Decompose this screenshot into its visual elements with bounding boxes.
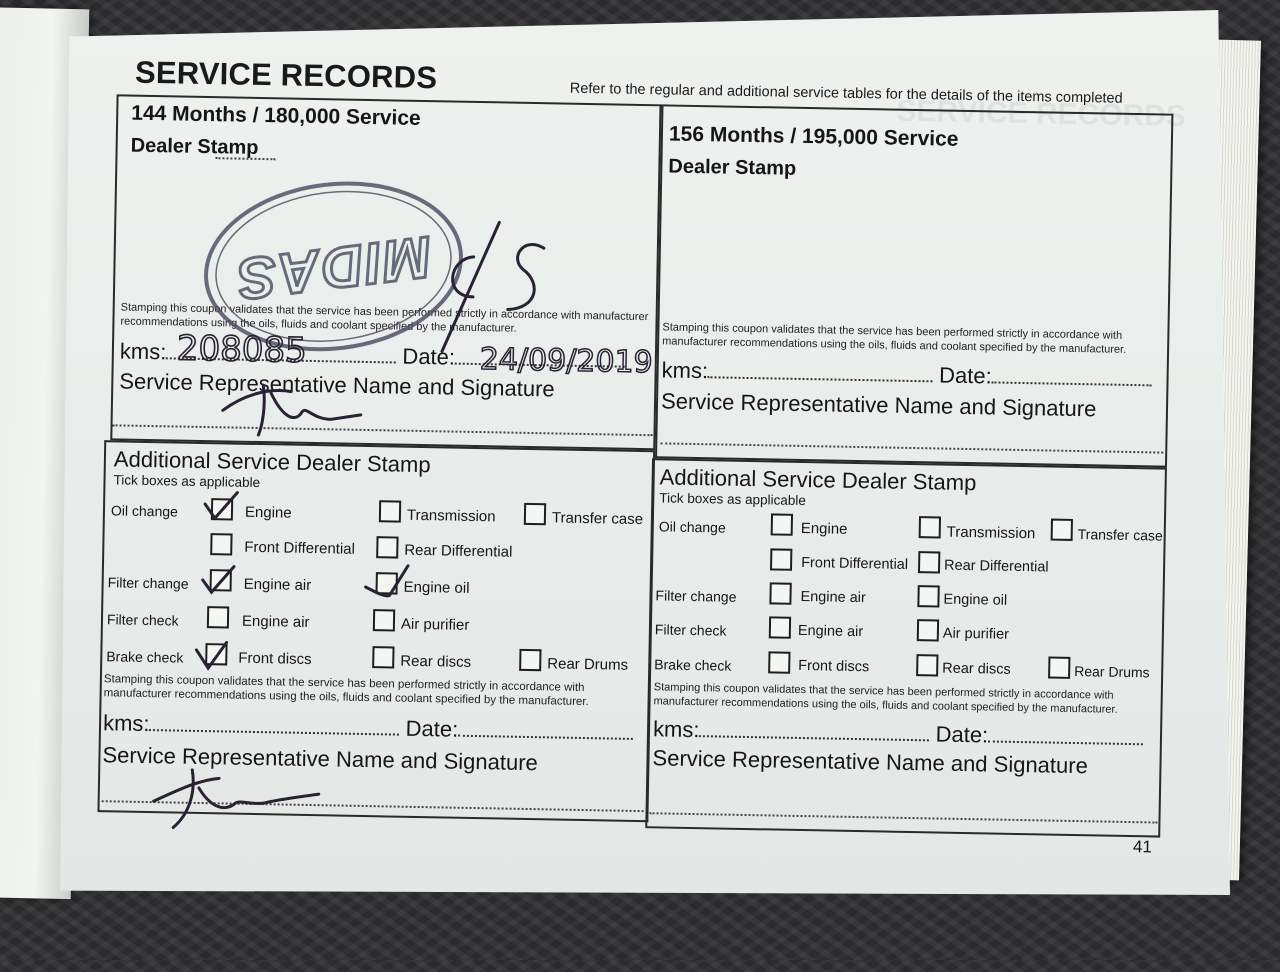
date-label: Date: <box>938 362 993 389</box>
checkbox-filter-engine-oil[interactable] <box>917 585 939 607</box>
rep-label: Service Representative Name and Signature <box>102 742 539 776</box>
stamp-lettering: MIDAS <box>232 223 436 313</box>
date-dots <box>988 726 1143 745</box>
row-label-filter-change: Filter change <box>107 574 189 592</box>
checkbox-label: Front Differential <box>800 554 909 573</box>
checkbox-oil-engine[interactable] <box>771 513 793 535</box>
checkbox-label: Engine oil <box>943 591 1008 609</box>
checkbox-label: Transfer case <box>551 509 644 529</box>
date-dots <box>458 721 633 740</box>
kms-label: kms: <box>661 357 709 384</box>
validation-text: Stamping this coupon validates that the service has been performed strictly in accordance with manufacturer recommendations using the oils, fluids and coolant specified by the manufacturer. <box>662 321 1127 356</box>
service-title: 144 Months / 180,000 Service <box>131 101 421 130</box>
dealer-stamp-label: Dealer Stamp <box>668 155 797 180</box>
checkbox-brake-rear-drums[interactable] <box>1048 657 1070 679</box>
checkbox-label: Rear Differential <box>943 557 1049 576</box>
row-label-filter-check: Filter check <box>654 621 727 639</box>
checkbox-oil-engine[interactable] <box>211 498 233 520</box>
checkbox-label: Engine air <box>241 612 310 631</box>
tick-note: Tick boxes as applicable <box>659 490 807 509</box>
checkbox-rear-differential[interactable] <box>376 536 398 558</box>
checkbox-label: Air purifier <box>400 615 470 634</box>
checkbox-brake-front-discs[interactable] <box>205 643 227 665</box>
checkbox-label: Rear Differential <box>404 541 513 561</box>
checkbox-label: Rear Drums <box>1074 662 1150 681</box>
checkbox-front-differential[interactable] <box>210 533 232 555</box>
checkbox-check-engine-air[interactable] <box>769 616 791 638</box>
checkbox-check-air-purifier[interactable] <box>373 609 395 631</box>
kms-dots <box>699 721 929 741</box>
checkbox-brake-front-discs[interactable] <box>768 651 790 673</box>
checkbox-check-engine-air[interactable] <box>207 606 229 628</box>
validation-text: Stamping this coupon validates that the service has been performed strictly in accordance with manufacturer recommendations using the oils, fluids and coolant specified by the manufacturer. <box>653 681 1118 716</box>
checkbox-label: Front Differential <box>244 538 356 558</box>
row-label-filter-change: Filter change <box>655 587 737 605</box>
kms-label: kms: <box>119 338 167 365</box>
show-through-title: SERVICE RECORDS <box>896 94 1187 133</box>
row-label-brake-check: Brake check <box>654 656 732 674</box>
date-label: Date: <box>405 715 459 742</box>
checkbox-oil-transmission[interactable] <box>379 500 401 522</box>
page-number: 41 <box>1132 837 1153 857</box>
checkbox-label: Transfer case <box>1077 526 1163 544</box>
checkbox-check-air-purifier[interactable] <box>917 619 939 641</box>
validation-text: Stamping this coupon validates that the service has been performed strictly in accordance with manufacturer recommendations using the oils, fluids and coolant specified by the manufacturer. <box>103 673 589 709</box>
checkbox-label: Rear Drums <box>547 655 629 674</box>
checkbox-label: Engine air <box>800 588 866 607</box>
kms-dots <box>149 715 399 736</box>
checkbox-brake-rear-discs[interactable] <box>916 654 938 676</box>
rep-label: Service Representative Name and Signature <box>119 368 555 402</box>
rep-label: Service Representative Name and Signature <box>660 388 1097 422</box>
checkbox-label: Front discs <box>798 657 870 676</box>
service-title: 156 Months / 195,000 Service <box>668 122 959 151</box>
date-label: Date: <box>935 721 989 748</box>
row-label-oil-change: Oil change <box>110 502 179 520</box>
checkbox-label: Transmission <box>406 506 496 526</box>
kms-handwritten-value: 208085 <box>176 328 308 371</box>
checkbox-label: Air purifier <box>942 625 1010 643</box>
checkbox-label: Engine <box>244 503 292 522</box>
refer-note: Refer to the regular and additional service tables for the details of the items completed <box>569 80 1123 107</box>
checkbox-label: Engine <box>800 519 848 538</box>
checkbox-label: Engine oil <box>403 578 470 597</box>
kms-label: kms: <box>652 716 700 743</box>
checkbox-label: Front discs <box>238 649 312 669</box>
checkbox-label: Engine air <box>243 575 312 594</box>
checkbox-filter-engine-air[interactable] <box>210 569 232 591</box>
date-label: Date: <box>402 343 456 370</box>
additional-title: Additional Service Dealer Stamp <box>113 446 431 478</box>
tick-note: Tick boxes as applicable <box>113 472 261 491</box>
dealer-stamp-label: Dealer Stamp <box>130 134 259 159</box>
kms-dots <box>708 362 933 382</box>
checkbox-rear-differential[interactable] <box>918 551 940 573</box>
date-dots <box>992 367 1152 386</box>
checkbox-oil-transfer-case[interactable] <box>1051 519 1073 541</box>
kms-dots <box>166 343 396 363</box>
checkbox-brake-rear-drums[interactable] <box>519 649 541 671</box>
checkbox-filter-engine-air[interactable] <box>769 582 791 604</box>
rep-label: Service Representative Name and Signature <box>652 745 1089 779</box>
checkbox-label: Rear discs <box>400 652 472 671</box>
date-handwritten-value: 24/09/2019 <box>479 342 654 381</box>
checkbox-brake-rear-discs[interactable] <box>372 646 394 668</box>
checkbox-label: Engine air <box>797 622 864 641</box>
checkbox-filter-engine-oil[interactable] <box>375 572 397 594</box>
additional-title: Additional Service Dealer Stamp <box>659 464 977 496</box>
row-label-oil-change: Oil change <box>658 518 726 536</box>
row-label-brake-check: Brake check <box>106 648 184 666</box>
checkbox-front-differential[interactable] <box>770 548 792 570</box>
page-title: SERVICE RECORDS <box>134 54 438 96</box>
checkbox-oil-transmission[interactable] <box>919 516 941 538</box>
additional-service-right <box>645 458 1167 837</box>
checkbox-label: Rear discs <box>942 660 1011 678</box>
checkbox-label: Transmission <box>946 523 1036 543</box>
row-label-filter-check: Filter check <box>106 611 179 629</box>
checkbox-oil-transfer-case[interactable] <box>524 503 546 525</box>
validation-text: Stamping this coupon validates that the service has been performed strictly in accordance with manufacturer recommendations using the oils, fluids and coolant specified by the manufacturer. <box>120 301 649 335</box>
kms-label: kms: <box>102 710 150 737</box>
date-dots <box>455 349 625 368</box>
